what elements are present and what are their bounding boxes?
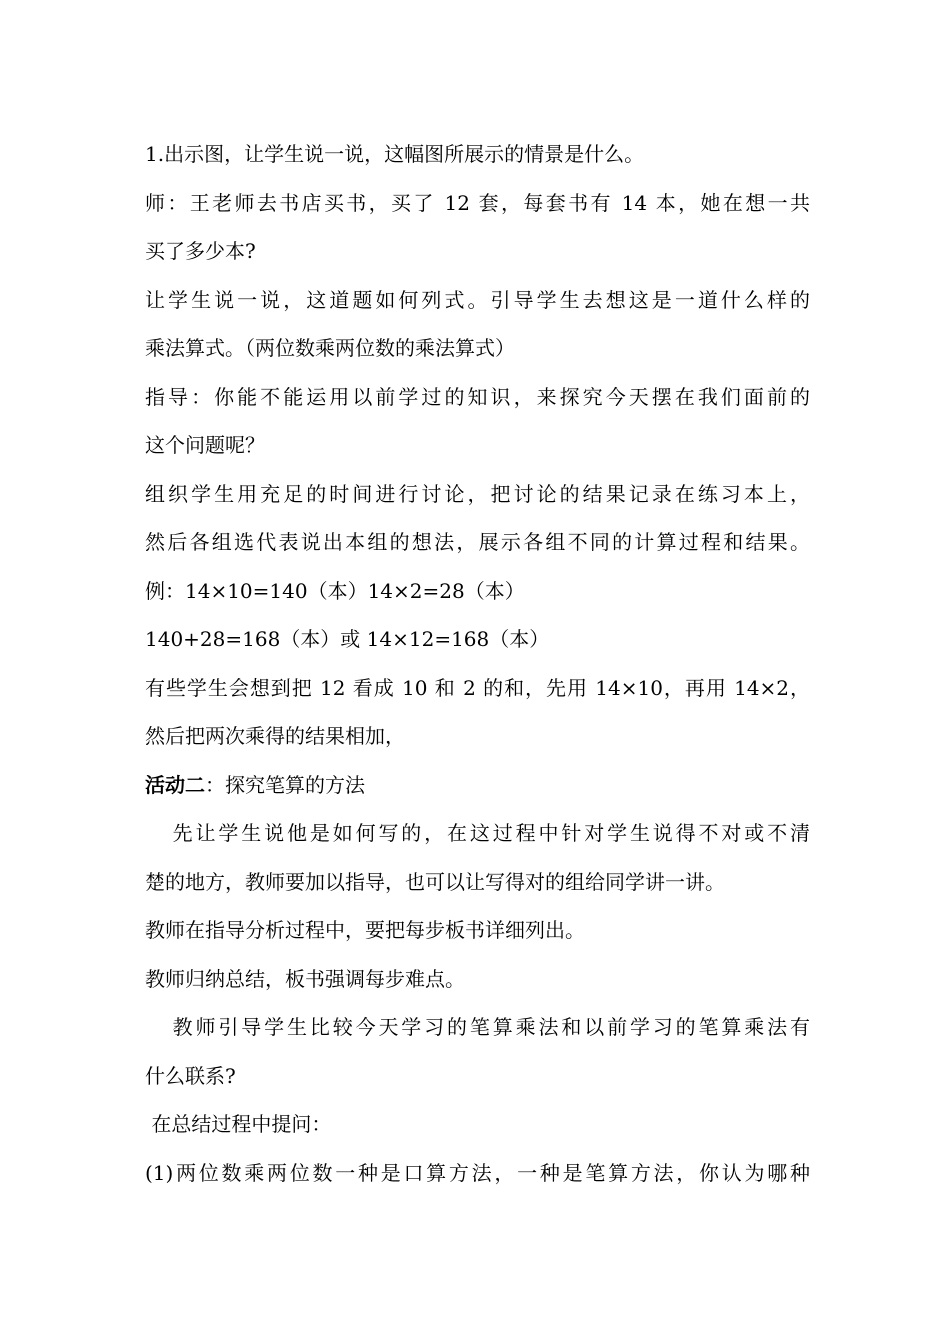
paragraph-compare-line-2: 什么联系? <box>145 1063 236 1088</box>
paragraph-student-writing-line-2: 楚的地方，教师要加以指导，也可以让写得对的组给同学讲一讲。 <box>145 869 725 894</box>
section-heading-activity-two <box>145 761 810 810</box>
paragraph-guidance-line-2: 这个问题呢？ <box>145 433 265 457</box>
paragraph-discussion-line-1: 组织学生用充足的时间进行讨论，把讨论的结果记录在练习本上， <box>145 481 810 506</box>
paragraph-question-intro: 在总结过程中提问： <box>145 1112 332 1136</box>
paragraph-guidance-line-1: 指导：你能不能运用以前学过的知识，来探究今天摆在我们面前的 <box>145 384 810 409</box>
paragraph-board-detail: 教师在指导分析过程中，要把每步板书详细列出。 <box>145 918 585 942</box>
paragraph-list-formula-line-2: 乘法算式。（两位数乘两位数的乘法算式） <box>145 336 515 360</box>
paragraph-example-2: 140+28=168（本）或 14×12=168（本） <box>145 627 550 651</box>
paragraph-example-1: 例：14×10=140（本）14×2=28（本） <box>145 578 525 603</box>
paragraph-discussion-line-2: 然后各组选代表说出本组的想法，展示各组不同的计算过程和结果。 <box>145 530 810 554</box>
activity-two-label: 活动二 <box>145 772 205 797</box>
paragraph-question-1: (1)两位数乘两位数一种是口算方法，一种是笔算方法，你认为哪种 <box>145 1160 810 1185</box>
paragraph-student-writing-line-1: 先让学生说他是如何写的，在这过程中针对学生说得不对或不清 <box>145 821 810 845</box>
paragraph-teacher-problem-line-2: 买了多少本? <box>145 239 256 263</box>
document-body <box>145 130 810 1197</box>
paragraph-intro: 1.出示图，让学生说一说，这幅图所展示的情景是什么。 <box>145 142 645 166</box>
paragraph-compare-line-1: 教师引导学生比较今天学习的笔算乘法和以前学习的笔算乘法有 <box>145 1015 810 1039</box>
paragraph-list-formula-line-1: 让学生说一说，这道题如何列式。引导学生去想这是一道什么样的 <box>145 287 810 312</box>
paragraph-student-thinking-line-2: 然后把两次乘得的结果相加， <box>145 724 405 748</box>
paragraph-summary: 教师归纳总结，板书强调每步难点。 <box>145 966 465 991</box>
paragraph-student-thinking-line-1: 有些学生会想到把 12 看成 10 和 2 的和，先用 14×10，再用 14×2， <box>145 675 810 700</box>
activity-two-title: ：探究笔算的方法 <box>205 772 365 797</box>
paragraph-teacher-problem-line-1: 师：王老师去书店买书，买了 12 套，每套书有 14 本，她在想一共 <box>145 190 810 215</box>
